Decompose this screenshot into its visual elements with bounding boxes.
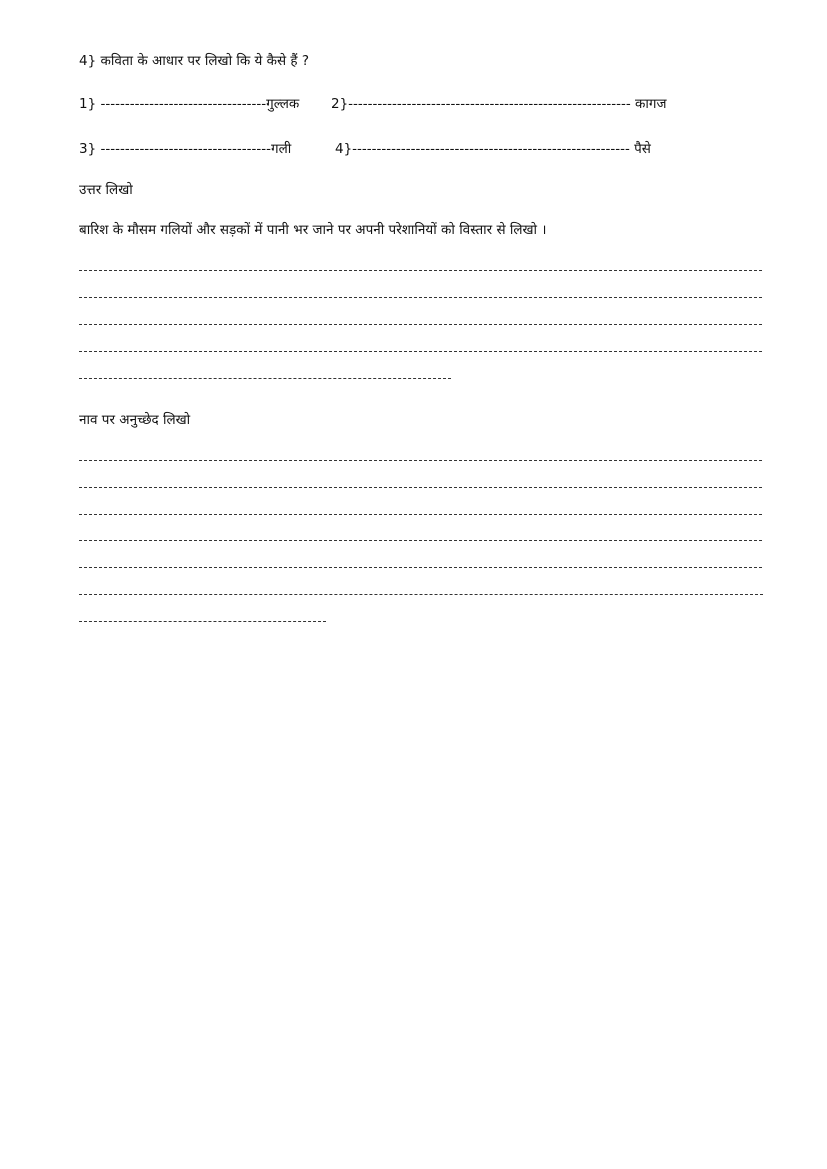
answer-line: [79, 378, 451, 379]
fill-blank-item-4: 4}--------------------------------------------------------- पैसे: [335, 141, 651, 157]
paragraph-line: [79, 514, 762, 515]
fill-blank-item-1: 1} ----------------------------------गुल्लक: [79, 96, 300, 112]
paragraph-line: [79, 540, 762, 541]
paragraph-line: [79, 487, 762, 488]
paragraph-line: [79, 460, 762, 461]
fill-blank-item-2: 2}---------------------------------------------------------- कागज: [331, 96, 667, 112]
answer-line: [79, 324, 762, 325]
question-4-heading: 4} कविता के आधार पर लिखो कि ये कैसे हैं ?: [79, 53, 310, 69]
answer-heading: उत्तर लिखो: [79, 182, 133, 198]
paragraph-line: [79, 621, 326, 622]
answer-prompt: बारिश के मौसम गलियों और सड़कों में पानी भर जाने पर अपनी परेशानियों को विस्तार से लिखो ।: [79, 222, 547, 238]
answer-line: [79, 351, 762, 352]
answer-line: [79, 297, 762, 298]
paragraph-line: [79, 594, 763, 595]
fill-blank-item-3: 3} -----------------------------------गली: [79, 141, 292, 157]
answer-line: [79, 270, 762, 271]
paragraph-line: [79, 567, 762, 568]
paragraph-heading: नाव पर अनुच्छेद लिखो: [79, 412, 191, 428]
